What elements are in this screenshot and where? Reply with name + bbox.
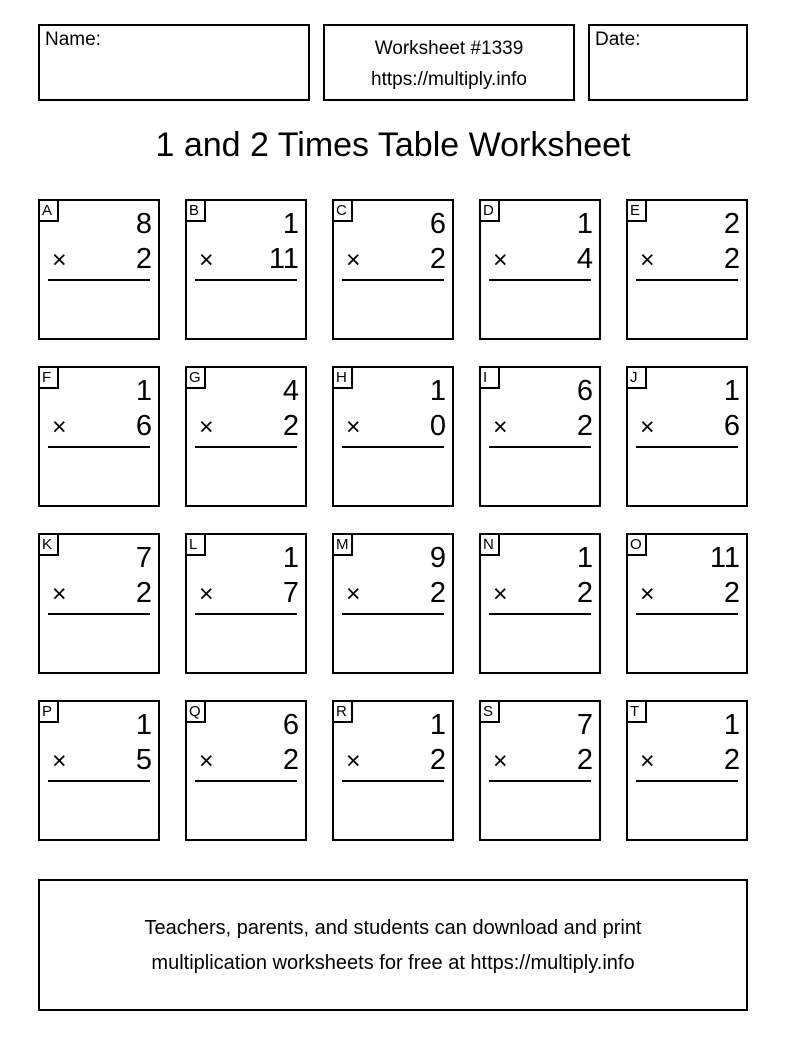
answer-line	[489, 780, 591, 782]
multiplier: 11	[268, 243, 299, 275]
times-sign: ×	[346, 413, 361, 441]
multiplier: 2	[576, 744, 593, 776]
answer-line	[342, 446, 444, 448]
answer-line	[342, 279, 444, 281]
problem-letter: Q	[187, 702, 206, 723]
problem-letter: G	[187, 368, 206, 389]
times-sign: ×	[493, 747, 508, 775]
multiplicand: 1	[429, 375, 446, 407]
times-sign: ×	[346, 246, 361, 274]
answer-line	[342, 780, 444, 782]
problem-letter: S	[481, 702, 500, 723]
problem-letter: P	[40, 702, 59, 723]
problem-card[interactable]	[479, 533, 601, 674]
answer-line	[636, 613, 738, 615]
footer-line-1: Teachers, parents, and students can download and print	[144, 917, 642, 939]
answer-line	[48, 279, 150, 281]
name-label: Name:	[45, 29, 101, 50]
answer-line	[48, 613, 150, 615]
footer-line-2: multiplication worksheets for free at https://multiply.info	[151, 952, 635, 974]
multiplicand: 1	[723, 375, 740, 407]
times-sign: ×	[199, 413, 214, 441]
problem-card[interactable]	[185, 199, 307, 340]
multiplicand: 1	[576, 208, 593, 240]
problem-letter: A	[40, 201, 59, 222]
problem-letter: J	[628, 368, 647, 389]
multiplicand: 6	[282, 709, 299, 741]
problem-card[interactable]	[332, 199, 454, 340]
multiplicand: 1	[576, 542, 593, 574]
answer-line	[636, 780, 738, 782]
worksheet-info-box	[323, 24, 575, 101]
problem-letter: M	[334, 535, 353, 556]
problem-card[interactable]	[479, 700, 601, 841]
answer-line	[636, 446, 738, 448]
multiplicand: 8	[135, 208, 152, 240]
problem-card[interactable]	[626, 366, 748, 507]
problem-letter: T	[628, 702, 647, 723]
times-sign: ×	[199, 747, 214, 775]
multiplicand: 2	[723, 208, 740, 240]
problem-letter: E	[628, 201, 647, 222]
problem-letter: H	[334, 368, 353, 389]
multiplier: 2	[282, 410, 299, 442]
times-sign: ×	[199, 580, 214, 608]
answer-line	[48, 446, 150, 448]
problem-letter: L	[187, 535, 206, 556]
problem-card[interactable]	[38, 199, 160, 340]
times-sign: ×	[346, 747, 361, 775]
multiplier: 6	[135, 410, 152, 442]
multiplicand: 1	[282, 542, 299, 574]
multiplicand: 1	[723, 709, 740, 741]
times-sign: ×	[199, 246, 214, 274]
multiplier: 0	[429, 410, 446, 442]
times-sign: ×	[52, 246, 67, 274]
answer-line	[195, 279, 297, 281]
problem-letter: R	[334, 702, 353, 723]
worksheet-number: Worksheet #1339	[374, 38, 524, 59]
problem-card[interactable]	[332, 366, 454, 507]
worksheet-url: https://multiply.info	[371, 69, 527, 90]
multiplicand: 7	[576, 709, 593, 741]
multiplier: 2	[723, 744, 740, 776]
name-field[interactable]	[38, 24, 310, 101]
problem-card[interactable]	[332, 700, 454, 841]
times-sign: ×	[346, 580, 361, 608]
times-sign: ×	[640, 246, 655, 274]
multiplicand: 6	[429, 208, 446, 240]
problem-letter: O	[628, 535, 647, 556]
multiplicand: 1	[135, 709, 152, 741]
multiplier: 5	[135, 744, 152, 776]
answer-line	[489, 446, 591, 448]
times-sign: ×	[640, 747, 655, 775]
multiplicand: 6	[576, 375, 593, 407]
multiplicand: 1	[429, 709, 446, 741]
problem-letter: C	[334, 201, 353, 222]
multiplier: 2	[576, 410, 593, 442]
problem-card[interactable]	[626, 700, 748, 841]
multiplier: 2	[429, 243, 446, 275]
multiplier: 2	[723, 243, 740, 275]
multiplier: 2	[429, 744, 446, 776]
multiplier: 2	[723, 577, 740, 609]
answer-line	[489, 613, 591, 615]
times-sign: ×	[493, 580, 508, 608]
answer-line	[342, 613, 444, 615]
times-sign: ×	[640, 413, 655, 441]
multiplicand: 1	[282, 208, 299, 240]
problem-card[interactable]	[185, 533, 307, 674]
problem-card[interactable]	[38, 700, 160, 841]
problem-card[interactable]	[479, 199, 601, 340]
page-title: 1 and 2 Times Table Worksheet	[155, 126, 631, 164]
times-sign: ×	[640, 580, 655, 608]
answer-line	[195, 613, 297, 615]
answer-line	[636, 279, 738, 281]
footer-note	[38, 879, 748, 1011]
problem-letter: B	[187, 201, 206, 222]
date-field[interactable]	[588, 24, 748, 101]
problem-card[interactable]	[626, 533, 748, 674]
times-sign: ×	[52, 413, 67, 441]
multiplicand: 9	[429, 542, 446, 574]
times-sign: ×	[52, 580, 67, 608]
date-label: Date:	[595, 29, 641, 50]
times-sign: ×	[493, 413, 508, 441]
multiplier: 2	[135, 577, 152, 609]
times-sign: ×	[493, 246, 508, 274]
problem-letter: D	[481, 201, 500, 222]
problem-letter: I	[481, 368, 500, 389]
multiplier: 2	[282, 744, 299, 776]
problem-letter: F	[40, 368, 59, 389]
multiplier: 2	[576, 577, 593, 609]
problem-card[interactable]	[185, 366, 307, 507]
times-sign: ×	[52, 747, 67, 775]
answer-line	[195, 446, 297, 448]
multiplicand: 4	[282, 375, 299, 407]
multiplier: 7	[282, 577, 299, 609]
problem-card[interactable]	[185, 700, 307, 841]
problem-card[interactable]	[38, 366, 160, 507]
answer-line	[195, 780, 297, 782]
multiplicand: 1	[135, 375, 152, 407]
problem-card[interactable]	[38, 533, 160, 674]
multiplier: 2	[135, 243, 152, 275]
multiplier: 4	[576, 243, 593, 275]
multiplicand: 11	[709, 542, 740, 574]
multiplicand: 7	[135, 542, 152, 574]
answer-line	[48, 780, 150, 782]
problem-letter: K	[40, 535, 59, 556]
multiplier: 6	[723, 410, 740, 442]
problem-card[interactable]	[332, 533, 454, 674]
answer-line	[489, 279, 591, 281]
problem-letter: N	[481, 535, 500, 556]
problem-card[interactable]	[479, 366, 601, 507]
multiplier: 2	[429, 577, 446, 609]
problem-card[interactable]	[626, 199, 748, 340]
